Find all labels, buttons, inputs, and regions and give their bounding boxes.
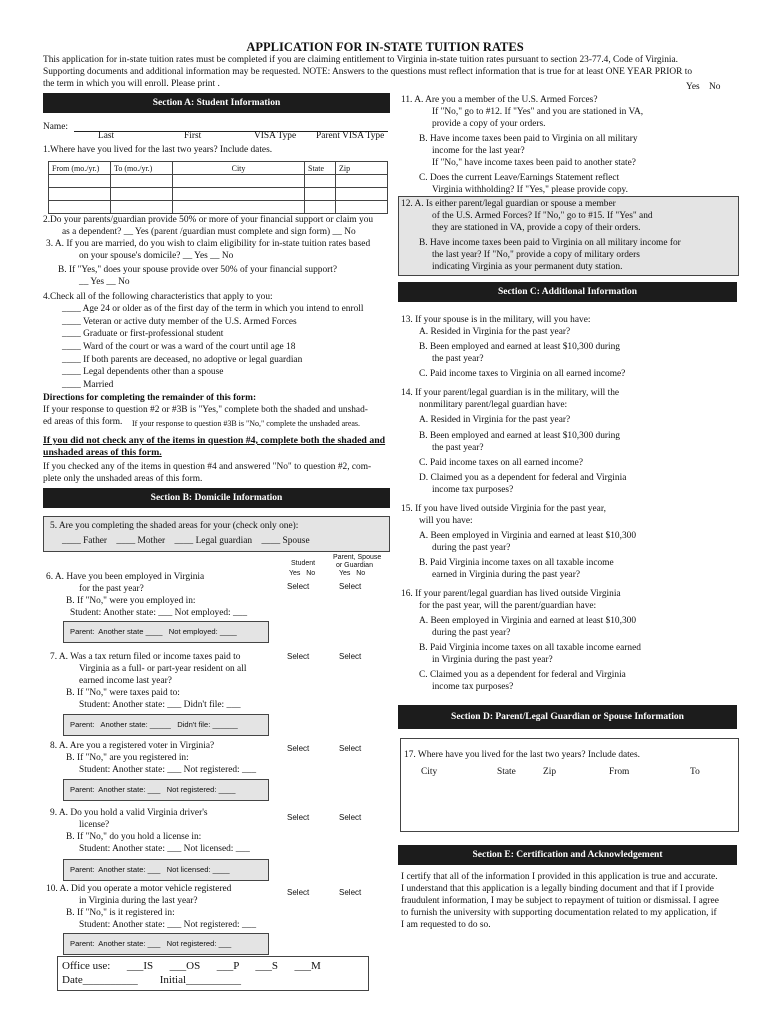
q8-line-3[interactable]: Student: Another state: ___ Not registered: ___ bbox=[79, 765, 257, 775]
q4-item-label: Ward of the court or was a ward of the court until age 18 bbox=[82, 342, 296, 353]
q14-line-7: D. Claimed you as a dependent for federal and Virginia bbox=[419, 473, 627, 483]
q10-student-select[interactable]: Select bbox=[287, 888, 310, 897]
q11-line-3: provide a copy of your orders. bbox=[432, 119, 546, 129]
col-parent-header-2: or Guardian bbox=[336, 562, 373, 569]
q10-line-2: in Virginia during the last year? bbox=[79, 896, 198, 906]
q16-line-5: B. Paid Virginia income taxes on all taxable income earned bbox=[419, 643, 641, 653]
q4-item[interactable]: ____ Legal dependents other than a spouse bbox=[62, 367, 224, 378]
directions-line-2b: If your response to question #3B is "No," complete the unshaded areas. bbox=[132, 419, 361, 428]
q8-student-select[interactable]: Select bbox=[287, 744, 310, 753]
cert-line-1: I certify that all of the information I provided in this application is true and accurate. bbox=[401, 872, 718, 882]
q4-item-label: Married bbox=[83, 380, 114, 391]
q7-line-2: Virginia as a full- or part-year resident on all bbox=[79, 664, 247, 674]
question-2-line-2: as a dependent? __ Yes (parent /guardian must complete and sign form) __ No bbox=[62, 227, 356, 237]
col-parent-header-1: Parent, Spouse bbox=[333, 554, 382, 561]
question-3a-line-1: 3. A. If you are married, do you wish to claim eligibility for in-state tuition rates based bbox=[46, 239, 371, 249]
col-student-yn: Yes No bbox=[289, 570, 316, 577]
q12-line-2: of the U.S. Armed Forces? If "No," go to #15. If "Yes" and bbox=[432, 211, 653, 221]
q9-student-select[interactable]: Select bbox=[287, 813, 310, 822]
q9-parent-text[interactable]: Parent: Another state: ___ Not licensed: ____ bbox=[70, 865, 230, 874]
table-row[interactable] bbox=[49, 188, 388, 201]
section-d-header: Section D: Parent/Legal Guardian or Spouse Information bbox=[398, 705, 737, 729]
question-2-line-1: 2.Do your parents/guardian provide 50% or more of your financial support or claim you bbox=[43, 215, 374, 225]
q4-item-label: Graduate or first-professional student bbox=[83, 329, 224, 340]
cert-line-3: fraudulent information, I may be subject to repayment of tuition or dismissal. I agree bbox=[401, 896, 719, 906]
page-title: APPLICATION FOR IN-STATE TUITION RATES bbox=[246, 40, 524, 54]
q4-item[interactable]: ____ Married bbox=[62, 380, 114, 391]
q4-item[interactable]: ____ If both parents are deceased, no adoptive or legal guardian bbox=[62, 354, 303, 365]
q10-line-4[interactable]: Student: Another state: ___ Not registered: ___ bbox=[79, 920, 257, 930]
q11-line-8: Virginia withholding? If "Yes," please provide copy. bbox=[432, 185, 628, 195]
q10-parent-select[interactable]: Select bbox=[339, 888, 362, 897]
q7-student-select[interactable]: Select bbox=[287, 652, 310, 661]
q15-line-2: will you have: bbox=[419, 516, 473, 526]
q9-line-4[interactable]: Student: Another state: ___ Not licensed: ___ bbox=[79, 844, 250, 854]
question-3a-line-2: on your spouse's domicile? __ Yes __ No bbox=[79, 251, 234, 261]
q7-line-4: B. If "No," were taxes paid to: bbox=[66, 688, 180, 698]
table-row[interactable] bbox=[49, 175, 388, 188]
directions-line-2a: ed areas of this form. bbox=[43, 417, 123, 427]
table-row bbox=[49, 162, 388, 175]
q4-item[interactable]: ____ Ward of the court or was a ward of the court until age 18 bbox=[62, 342, 296, 353]
col-to: To (mo./yr.) bbox=[111, 162, 173, 175]
q15-line-4: during the past year? bbox=[432, 543, 511, 553]
yes-no-header: Yes No bbox=[686, 82, 721, 92]
table-row[interactable] bbox=[49, 201, 388, 214]
q16-line-2: for the past year, will the parent/guardian have: bbox=[419, 601, 597, 611]
q6-parent-select[interactable]: Select bbox=[339, 582, 362, 591]
intro-line-1: This application for in-state tuition rates must be completed if you are claiming entitlement to Virginia in-state tuition rates pursuant to section 23-77.4, Code of Virginia. bbox=[43, 55, 679, 65]
residence-history-table bbox=[48, 161, 388, 214]
q10-parent-text[interactable]: Parent: Another state: ___ Not registered: ___ bbox=[70, 939, 232, 948]
q17-col-from: From bbox=[609, 767, 630, 777]
q6-line-1: 6. A. Have you been employed in Virginia bbox=[46, 572, 205, 582]
col-parent-yn: Yes No bbox=[339, 570, 366, 577]
q4-item[interactable]: ____ Age 24 or older as of the first day of the term in which you intend to enroll bbox=[62, 304, 364, 314]
q10-line-1: 10. A. Did you operate a motor vehicle registered bbox=[46, 884, 232, 894]
q14-line-4: B. Been employed and earned at least $10,300 during bbox=[419, 431, 620, 441]
q17-col-city: City bbox=[421, 767, 438, 777]
q4-item-label: Legal dependents other than a spouse bbox=[83, 367, 224, 378]
col-city-label: City bbox=[231, 163, 246, 173]
q16-line-7: C. Claimed you as a dependent for federal and Virginia bbox=[419, 670, 626, 680]
office-use-line-1: Office use: ___IS ___OS ___P ___S ___M bbox=[62, 960, 321, 972]
question-5: 5. Are you completing the shaded areas for your (check only one): bbox=[50, 521, 299, 531]
name-label: Name: bbox=[43, 122, 68, 132]
q13-line-4: the past year? bbox=[432, 354, 484, 364]
question-3b-line-1: B. If "Yes," does your spouse provide over 50% of your financial support? bbox=[58, 265, 338, 275]
q4-item[interactable]: ____ Graduate or first-professional student bbox=[62, 329, 224, 340]
name-col-parent-visa: Parent VISA Type bbox=[316, 131, 385, 141]
q14-line-6: C. Paid income taxes on all earned income? bbox=[419, 458, 584, 468]
directions-line-3a: If you did not check any of the items in question #4, complete both the shaded and bbox=[43, 435, 386, 446]
intro-line-2: Supporting documents and additional information may be requested. NOTE: Answers to the questions must reflect information that is true for at least ONE YEAR PRIOR to bbox=[43, 67, 693, 77]
q15-line-5: B. Paid Virginia income taxes on all taxable income bbox=[419, 558, 614, 568]
name-col-visa: VISA Type bbox=[254, 131, 297, 141]
office-use-line-2: Date__________ Initial__________ bbox=[62, 974, 242, 986]
name-col-last: Last bbox=[98, 131, 115, 141]
q4-item-label: If both parents are deceased, no adoptive or legal guardian bbox=[83, 354, 303, 365]
q16-line-6: in Virginia during the past year? bbox=[432, 655, 553, 665]
q14-line-8: income tax purposes? bbox=[432, 485, 514, 495]
q16-line-8: income tax purposes? bbox=[432, 682, 514, 692]
q9-line-1: 9. A. Do you hold a valid Virginia driver's bbox=[50, 808, 208, 818]
cert-line-5: I am requested to do so. bbox=[401, 920, 491, 930]
question-4: 4.Check all of the following characteristics that apply to you: bbox=[43, 292, 273, 302]
q8-line-2: B. If "No," are you registered in: bbox=[66, 753, 189, 763]
col-state: State bbox=[305, 162, 336, 175]
question-5-options[interactable]: ____ Father ____ Mother ____ Legal guardian ____ Spouse bbox=[62, 536, 310, 546]
directions-line-4a: If you checked any of the items in question #4 and answered "No" to question #2, com- bbox=[43, 462, 372, 472]
q16-line-3: A. Been employed in Virginia and earned at least $10,300 bbox=[419, 616, 637, 626]
q4-checklist bbox=[62, 304, 364, 393]
col-city bbox=[173, 162, 305, 175]
q13-line-2: A. Resided in Virginia for the past year? bbox=[419, 327, 571, 337]
q13-line-1: 13. If your spouse is in the military, will you have: bbox=[401, 315, 591, 325]
q7-parent-select[interactable]: Select bbox=[339, 652, 362, 661]
question-3b-line-2: __ Yes __ No bbox=[79, 277, 130, 287]
q6-parent-text[interactable]: Parent: Another state ____ Not employed: ____ bbox=[70, 627, 237, 636]
q10-line-3: B. If "No," is it registered in: bbox=[66, 908, 175, 918]
directions-line-1: If your response to question #2 or #3B is "Yes," complete both the shaded and unshad- bbox=[43, 405, 368, 415]
q16-line-4: during the past year? bbox=[432, 628, 511, 638]
q12-line-5: the last year? If "No," provide a copy of military orders bbox=[432, 250, 640, 260]
q11-line-4: B. Have income taxes been paid to Virginia on all military bbox=[419, 134, 638, 144]
q7-line-3: earned income last year? bbox=[79, 676, 172, 686]
col-zip: Zip bbox=[336, 162, 388, 175]
q11-line-7: C. Does the current Leave/Earnings Statement reflect bbox=[419, 173, 620, 183]
q17-col-to: To bbox=[690, 767, 700, 777]
q14-line-3: A. Resided in Virginia for the past year? bbox=[419, 415, 571, 425]
q9-line-3: B. If "No," do you hold a license in: bbox=[66, 832, 202, 842]
q4-item-label: Veteran or active duty member of the U.S. Armed Forces bbox=[82, 316, 297, 327]
directions-title: Directions for completing the remainder of this form: bbox=[43, 393, 257, 403]
section-b-header: Section B: Domicile Information bbox=[43, 488, 390, 508]
question-17: 17. Where have you lived for the last two years? Include dates. bbox=[404, 750, 640, 760]
directions-line-3b: unshaded areas of this form. bbox=[43, 447, 162, 458]
q6-line-2: for the past year? bbox=[79, 584, 144, 594]
name-col-first: First bbox=[184, 131, 202, 141]
col-student-header: Student bbox=[291, 560, 316, 567]
q12-line-6: indicating Virginia as your permanent duty station. bbox=[432, 262, 623, 272]
intro-line-3: the term in which you will enroll. Please print . bbox=[43, 79, 220, 89]
q4-item-label: Age 24 or older as of the first day of the term in which you intend to enroll bbox=[82, 304, 364, 314]
q15-line-6: earned in Virginia during the past year? bbox=[432, 570, 580, 580]
q9-parent-select[interactable]: Select bbox=[339, 813, 362, 822]
q15-line-3: A. Been employed in Virginia and earned at least $10,300 bbox=[419, 531, 637, 541]
q6-line-4[interactable]: Student: Another state: ___ Not employed: ___ bbox=[70, 608, 248, 618]
directions-line-4b: plete only the unshaded areas of this form. bbox=[43, 474, 203, 484]
q15-line-1: 15. If you have lived outside Virginia for the past year, bbox=[401, 504, 606, 514]
q11-line-5: income for the last year? bbox=[432, 146, 525, 156]
q12-line-3: they are stationed in VA, provide a copy of their orders. bbox=[432, 223, 641, 233]
q12-line-4: B. Have income taxes been paid to Virginia on all military income for bbox=[419, 238, 681, 248]
q17-entry-area[interactable] bbox=[404, 782, 732, 826]
q7-line-1: 7. A. Was a tax return filed or income taxes paid to bbox=[50, 652, 241, 662]
q7-parent-text[interactable]: Parent: Another state: _____ Didn't file: ______ bbox=[70, 720, 238, 729]
cert-line-4: to furnish the university with supporting documentation related to my application, if bbox=[401, 908, 717, 918]
q14-line-1: 14. If your parent/legal guardian is in the military, will the bbox=[401, 388, 620, 398]
q8-parent-select[interactable]: Select bbox=[339, 744, 362, 753]
q16-line-1: 16. If your parent/legal guardian has lived outside Virginia bbox=[401, 589, 621, 599]
cert-line-2: I understand that this application is a legally binding document and that if I provide bbox=[401, 884, 714, 894]
q9-line-2: license? bbox=[79, 820, 110, 830]
section-a-header: Section A: Student Information bbox=[43, 93, 390, 113]
q6-line-3: B. If "No," were you employed in: bbox=[66, 596, 196, 606]
q17-col-state: State bbox=[497, 767, 516, 777]
q8-parent-text[interactable]: Parent: Another state: ___ Not registered: ____ bbox=[70, 785, 236, 794]
q11-line-6: If "No," have income taxes been paid to another state? bbox=[432, 158, 636, 168]
q17-col-zip: Zip bbox=[543, 767, 557, 777]
section-c-header: Section C: Additional Information bbox=[398, 282, 737, 302]
section-e-header: Section E: Certification and Acknowledgement bbox=[398, 845, 737, 865]
q14-line-2: nonmilitary parent/legal guardian have: bbox=[419, 400, 568, 410]
q7-line-5[interactable]: Student: Another state: ___ Didn't file: ___ bbox=[79, 700, 241, 710]
q14-line-5: the past year? bbox=[432, 443, 484, 453]
q8-line-1: 8. A. Are you a registered voter in Virginia? bbox=[50, 741, 215, 751]
question-1: 1.Where have you lived for the last two years? Include dates. bbox=[43, 145, 273, 155]
q12-line-1: 12. A. Is either parent/legal guardian or spouse a member bbox=[401, 199, 616, 209]
q11-line-2: If "No," go to #12. If "Yes" and you are stationed in VA, bbox=[432, 107, 644, 117]
col-from: From (mo./yr.) bbox=[49, 162, 111, 175]
q6-student-select[interactable]: Select bbox=[287, 582, 310, 591]
q13-line-3: B. Been employed and earned at least $10,300 during bbox=[419, 342, 620, 352]
q4-item[interactable]: ____ Veteran or active duty member of the U.S. Armed Forces bbox=[62, 316, 297, 327]
q11-line-1: 11. A. Are you a member of the U.S. Armed Forces? bbox=[401, 95, 598, 105]
q13-line-5: C. Paid income taxes to Virginia on all earned income? bbox=[419, 369, 626, 379]
